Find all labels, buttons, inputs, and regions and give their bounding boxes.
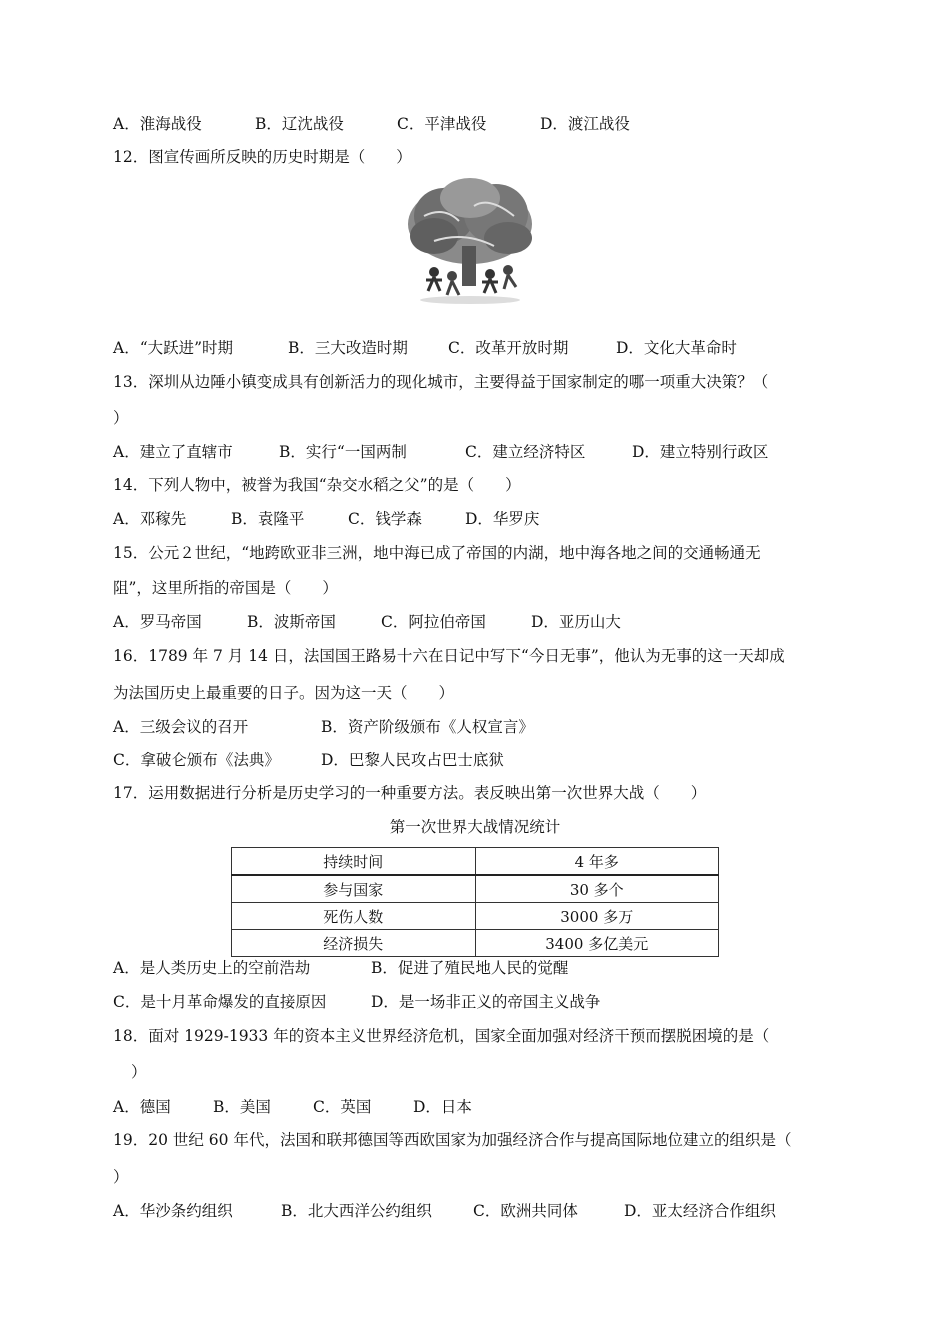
table-cell: 3400 多亿美元 — [475, 930, 719, 957]
q16-question-line1: 16．1789 年 7 月 14 日，法国国王路易十六在日记中写下“今日无事”，他认为无事的这一天却成 — [113, 647, 785, 665]
table-cell: 经济损失 — [232, 930, 476, 957]
option-b[interactable]: B．袁隆平 — [231, 510, 305, 528]
option-b[interactable]: B．辽沈战役 — [255, 115, 344, 133]
q13-options — [113, 441, 768, 463]
q17-question: 17．运用数据进行分析是历史学习的一种重要方法。表反映出第一次世界大战（ ） — [113, 784, 707, 802]
option-c[interactable]: C．建立经济特区 — [465, 443, 586, 461]
q15-question-line2: 阻”，这里所指的帝国是（ ） — [113, 579, 338, 597]
q12-question: 12．图宣传画所反映的历史时期是（ ） — [113, 148, 412, 166]
option-a[interactable]: A．德国 — [113, 1098, 171, 1116]
option-b[interactable]: B．三大改造时期 — [288, 339, 408, 357]
q18-question-line2: ） — [131, 1063, 147, 1081]
q17-options-row1 — [113, 957, 568, 979]
q14-options — [113, 508, 539, 530]
option-d[interactable]: D．建立特别行政区 — [632, 443, 769, 461]
q16-options-row1 — [113, 716, 534, 738]
table-cell: 4 年多 — [475, 848, 719, 876]
table-row — [232, 875, 719, 903]
q15-options — [113, 611, 621, 633]
option-c[interactable]: C．改革开放时期 — [448, 339, 569, 357]
option-c[interactable]: C．英国 — [313, 1098, 372, 1116]
option-b[interactable]: B．实行“一国两制 — [279, 443, 407, 461]
option-a[interactable]: A．邓稼先 — [113, 510, 187, 528]
option-d[interactable]: D．是一场非正义的帝国主义战争 — [371, 993, 601, 1011]
option-d[interactable]: D．亚历山大 — [531, 613, 621, 631]
option-d[interactable]: D．日本 — [413, 1098, 472, 1116]
option-a[interactable]: A．建立了直辖市 — [113, 443, 233, 461]
option-c[interactable]: C．拿破仑颁布《法典》 — [113, 751, 280, 769]
option-a[interactable]: A．三级会议的召开 — [113, 718, 249, 736]
option-d[interactable]: D．巴黎人民攻占巴士底狱 — [321, 751, 504, 769]
table-cell: 30 多个 — [475, 875, 719, 903]
q16-question-line2: 为法国历史上最重要的日子。因为这一天（ ） — [113, 684, 455, 702]
table-row — [232, 903, 719, 930]
table-cell: 3000 多万 — [475, 903, 719, 930]
q12-options — [113, 337, 737, 359]
option-c[interactable]: C．是十月革命爆发的直接原因 — [113, 993, 327, 1011]
option-a[interactable]: A．“大跃进”时期 — [113, 339, 234, 357]
q13-question-line1: 13．深圳从边陲小镇变成具有创新活力的现化城市，主要得益于国家制定的哪一项重大决策？（ — [113, 373, 769, 391]
q17-options-row2 — [113, 991, 600, 1013]
option-d[interactable]: D．渡江战役 — [540, 115, 630, 133]
table-cell: 持续时间 — [232, 848, 476, 876]
table-cell: 死伤人数 — [232, 903, 476, 930]
table-cell: 参与国家 — [232, 875, 476, 903]
q19-options — [113, 1200, 776, 1222]
option-c[interactable]: C．钱学森 — [348, 510, 422, 528]
q11-options — [113, 113, 630, 135]
q18-options — [113, 1096, 472, 1118]
q18-question-line1: 18．面对 1929-1933 年的资本主义世界经济危机，国家全面加强对经济干预而摆脱困境的是（ — [113, 1027, 770, 1045]
option-b[interactable]: B．促进了殖民地人民的觉醒 — [371, 959, 569, 977]
option-b[interactable]: B．波斯帝国 — [247, 613, 336, 631]
option-c[interactable]: C．平津战役 — [397, 115, 487, 133]
q19-question-line1: 19．20 世纪 60 年代，法国和联邦德国等西欧国家为加强经济合作与提高国际地位建立的组织是（ — [113, 1131, 792, 1149]
q14-question: 14．下列人物中，被誉为我国“杂交水稻之父”的是（ ） — [113, 476, 521, 494]
option-d[interactable]: D．华罗庆 — [465, 510, 540, 528]
option-d[interactable]: D．文化大革命时 — [616, 339, 737, 357]
q13-question-line2: ） — [113, 409, 129, 427]
q19-question-line2: ） — [113, 1168, 129, 1186]
option-a[interactable]: A．淮海战役 — [113, 115, 202, 133]
table-row — [232, 848, 719, 876]
option-a[interactable]: A．罗马帝国 — [113, 613, 202, 631]
q16-options-row2 — [113, 749, 504, 771]
option-c[interactable]: C．欧洲共同体 — [473, 1202, 578, 1220]
q15-question-line1: 15．公元２世纪，“地跨欧亚非三洲，地中海已成了帝国的内湖，地中海各地之间的交通畅通无 — [113, 544, 761, 562]
table-row — [232, 930, 719, 957]
option-a[interactable]: A．华沙条约组织 — [113, 1202, 233, 1220]
option-b[interactable]: B．北大西洋公约组织 — [281, 1202, 432, 1220]
option-b[interactable]: B．美国 — [213, 1098, 271, 1116]
ww1-statistics-table — [231, 847, 719, 957]
option-d[interactable]: D．亚太经济合作组织 — [624, 1202, 776, 1220]
option-b[interactable]: B．资产阶级颁布《人权宣言》 — [321, 718, 534, 736]
option-a[interactable]: A．是人类历史上的空前浩劫 — [113, 959, 311, 977]
option-c[interactable]: C．阿拉伯帝国 — [381, 613, 486, 631]
table-title: 第一次世界大战情况统计 — [389, 818, 561, 836]
propaganda-tree-illustration — [404, 176, 536, 306]
